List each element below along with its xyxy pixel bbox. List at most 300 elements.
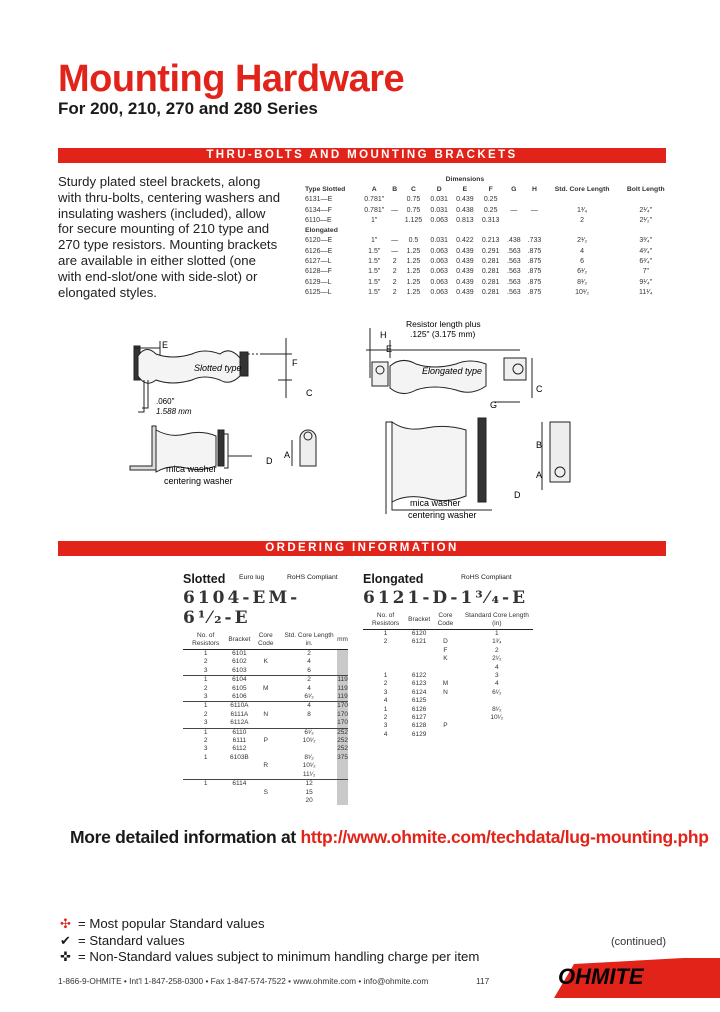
elongated-order-header (363, 612, 533, 630)
more-info-prefix: More detailed information at (70, 827, 301, 847)
order-cell: M (442, 680, 449, 688)
order-row (183, 667, 348, 676)
order-cell (183, 789, 228, 797)
order-cell: N (263, 710, 269, 718)
non-standard-icon: ✜ (60, 949, 72, 964)
order-row (183, 797, 348, 805)
order-row (363, 680, 533, 688)
spec-cell (620, 195, 672, 205)
spec-cell: 0.213 (481, 237, 500, 245)
spec-header-row (304, 184, 672, 194)
order-row (363, 731, 533, 739)
spec-cell: .733 (527, 237, 542, 245)
order-cell: 6112A (230, 719, 249, 727)
spec-col-header: Bolt Length (626, 185, 665, 193)
spec-cell: 8¹⁄₂ (577, 278, 588, 286)
spec-cell: 0.031 (430, 206, 448, 214)
elongated-order-body (363, 630, 533, 740)
thickness-inch: .060" (156, 397, 175, 406)
order-cell: 1 (183, 728, 228, 737)
dim-d-label-slotted: D (266, 456, 273, 466)
legend-item (60, 916, 479, 933)
order-col-header: No. of Resistors (183, 632, 228, 650)
spec-cell: 2¹⁄₂ (577, 237, 588, 245)
spec-cell: 1.25 (406, 278, 421, 286)
order-row (363, 672, 533, 680)
order-cell: 2 (383, 638, 388, 646)
order-cell: 6121 (411, 638, 427, 646)
order-cell (337, 650, 348, 659)
spec-cell: .875 (527, 278, 542, 286)
order-cell: 6129 (411, 730, 427, 738)
spec-cell: 0.5 (408, 237, 419, 245)
spec-cell: 1.5" (368, 268, 381, 276)
order-row (183, 685, 348, 693)
order-cell: 3 (383, 688, 388, 696)
order-cell (250, 771, 281, 780)
spec-col-header: D (436, 185, 442, 193)
slotted-order-body (183, 650, 348, 806)
order-cell: 4 (307, 684, 311, 692)
spec-cell: 1.5" (368, 278, 381, 286)
spec-cell: 1.5" (368, 288, 381, 296)
legend-item (60, 949, 479, 966)
spec-cell: 7" (642, 268, 649, 276)
order-cell (250, 676, 281, 685)
spec-col-header: F (488, 185, 493, 193)
spec-row (304, 246, 672, 256)
order-cell: M (263, 684, 269, 692)
spec-cell: 1.5" (368, 258, 381, 266)
more-info-link[interactable]: http://www.ohmite.com/techdata/lug-mounting.php (300, 827, 709, 847)
order-cell: 6114 (228, 780, 250, 789)
order-cell (250, 693, 281, 702)
order-cell: 6120 (411, 630, 427, 637)
elongated-order-table (363, 612, 533, 739)
euro-lug-label: Euro lug (239, 574, 265, 581)
resistor-note-line1: Resistor length plus (406, 319, 481, 329)
order-cell: 8 (307, 710, 311, 718)
page-subtitle: For 200, 210, 270 and 280 Series (58, 99, 318, 118)
spec-cell: 6134—F (305, 206, 332, 214)
most-popular-icon: ✣ (60, 916, 72, 931)
order-cell (228, 771, 250, 780)
spec-col-header: Type Slotted (305, 185, 346, 193)
order-cell: 2 (203, 658, 208, 666)
spec-cell (389, 195, 401, 205)
order-cell: 6101 (232, 650, 247, 657)
order-cell: 6111 (232, 737, 247, 745)
spec-cell: 0.813 (456, 216, 474, 224)
order-cell: 1 (383, 630, 388, 637)
section-banner-thru-bolts: THRU-BOLTS AND MOUNTING BRACKETS (58, 148, 666, 163)
spec-row (304, 236, 672, 246)
spec-cell: 0.439 (456, 196, 474, 204)
spec-cell: 0.439 (456, 288, 474, 296)
spec-cell: .563 (507, 288, 521, 296)
order-row (183, 658, 348, 666)
spec-cell: .875 (527, 288, 542, 296)
order-cell: 8¹⁄₂ (304, 753, 314, 761)
spec-cell: 1.25 (406, 258, 421, 266)
order-cell: 15 (305, 788, 313, 796)
order-col-header: Core Code (250, 632, 281, 650)
legend-text: = Standard values (78, 932, 185, 948)
order-cell (337, 780, 348, 789)
order-row (363, 697, 533, 705)
order-cell: 11¹⁄₂ (302, 770, 316, 778)
dim-h-label: H (380, 330, 387, 340)
spec-cell: 0.063 (430, 268, 448, 276)
spec-cell: 0.281 (481, 288, 500, 296)
spec-cell: 0.063 (430, 258, 448, 266)
spec-cell: 0.781" (364, 196, 385, 204)
ordering-elongated-title: Elongated (363, 572, 424, 586)
slotted-order-header (183, 632, 348, 650)
spec-cell (524, 215, 545, 225)
order-row (183, 745, 348, 753)
order-cell (430, 672, 461, 680)
order-col-header: Standard Core Length (in) (461, 612, 533, 630)
continued-note: (continued) (611, 936, 667, 948)
part-number-elongated: 6121-D-1³⁄₄-E (363, 588, 529, 608)
order-cell: K (443, 655, 448, 663)
order-cell: 8¹⁄₂ (492, 705, 502, 713)
spec-cell: .563 (507, 278, 521, 286)
spec-cell: 0.75 (406, 206, 421, 214)
spec-cell: 10¹⁄₂ (575, 288, 590, 296)
spec-row (304, 256, 672, 266)
spec-cell: 6131—E (305, 196, 333, 204)
order-cell (228, 762, 250, 770)
order-cell: 252 (337, 745, 348, 753)
order-row (363, 664, 533, 672)
spec-col-header: B (392, 185, 398, 193)
spec-cell: 0.75 (406, 196, 421, 204)
order-cell: 2 (383, 714, 388, 722)
order-cell (250, 745, 281, 753)
ordering-slotted (183, 570, 348, 805)
spec-cell: 0.281 (481, 268, 500, 276)
spec-col-header: A (371, 185, 377, 193)
order-cell (250, 650, 281, 659)
spec-cell: 6126—E (305, 247, 333, 255)
part-number-slotted: 6104-EM-6¹⁄₂-E (183, 588, 301, 628)
spec-row (304, 287, 672, 297)
spec-cell: 0.063 (430, 288, 448, 296)
spec-cell: 0.281 (481, 258, 500, 266)
order-cell: 3 (203, 745, 208, 753)
order-cell: 6103 (232, 666, 247, 674)
order-cell: 6123 (411, 680, 427, 688)
order-col-header: Bracket (228, 632, 250, 650)
order-cell: 2 (495, 646, 499, 654)
order-cell: 6127 (411, 714, 427, 722)
order-cell (461, 722, 533, 730)
order-cell: 6106 (232, 693, 247, 701)
spec-cell: 0.063 (430, 247, 448, 255)
spec-col-header: Std. Core Length (554, 185, 610, 193)
spec-cell: 1" (371, 216, 378, 224)
centering-washer-label-elongated: centering washer (408, 510, 477, 520)
page-number: 117 (476, 976, 490, 986)
order-cell: K (263, 658, 268, 666)
order-cell: 10¹⁄₂ (302, 737, 316, 745)
order-cell: 6111A (230, 710, 249, 718)
spec-cell: 0.063 (430, 278, 448, 286)
order-cell: 10¹⁄₂ (490, 714, 504, 722)
order-row (183, 762, 348, 770)
spec-cell: .563 (507, 258, 521, 266)
dim-a-label-elongated: A (536, 470, 543, 480)
order-cell: 6110A (230, 702, 249, 710)
order-cell: 119 (337, 693, 348, 701)
spec-cell: 6129—L (305, 278, 332, 286)
order-cell: 119 (337, 684, 348, 692)
order-cell: 6124 (411, 688, 427, 696)
spec-cell: .875 (527, 258, 542, 266)
order-cell (250, 719, 281, 728)
spec-col-header: C (411, 185, 416, 193)
spec-cell: 1.25 (406, 268, 421, 276)
order-cell (430, 664, 461, 672)
order-cell (363, 647, 408, 655)
order-col-header: Std. Core Length in. (281, 632, 337, 650)
spec-cell: 0.439 (456, 278, 474, 286)
order-cell: 170 (337, 710, 348, 718)
spec-cell: 2 (392, 288, 397, 296)
order-cell (363, 655, 408, 663)
spec-cell: 6127—L (305, 258, 332, 266)
checkmark-icon: ✔ (60, 932, 72, 948)
mounting-diagram (120, 318, 590, 530)
order-cell (337, 762, 348, 770)
spec-slotted-body (304, 195, 672, 226)
order-cell (430, 706, 461, 714)
order-cell (337, 667, 348, 676)
order-cell: 4 (495, 680, 499, 688)
order-cell: 6¹⁄₂ (492, 688, 502, 696)
order-col-header: Bracket (408, 612, 430, 630)
order-cell (337, 771, 348, 780)
spec-cell: .875 (527, 247, 542, 255)
spec-cell: 9¹⁄₄" (639, 278, 653, 286)
spec-cell: .563 (507, 247, 521, 255)
spec-cell: 2¹⁄₂" (639, 216, 653, 224)
order-cell: 3 (383, 722, 388, 730)
spec-row (304, 277, 672, 287)
order-cell: 6¹⁄₂ (281, 728, 337, 737)
dim-a-label-slotted: A (284, 450, 291, 460)
spec-cell: 6128—F (305, 268, 332, 276)
spec-cell: 6 (580, 258, 585, 266)
order-cell (281, 719, 337, 728)
order-cell (461, 697, 533, 705)
order-cell (408, 655, 430, 663)
order-col-header: No. of Resistors (363, 612, 408, 630)
spec-elongated-body (304, 236, 672, 298)
order-cell (430, 697, 461, 705)
order-cell: 4 (307, 658, 311, 666)
dim-d-label-elongated: D (514, 490, 521, 500)
spec-cell: 0.781" (364, 206, 385, 214)
spec-cell: 0.281 (481, 278, 500, 286)
order-cell: 1 (495, 630, 499, 637)
order-row (183, 780, 348, 789)
order-cell (461, 731, 533, 739)
order-cell: 2 (203, 737, 208, 745)
more-info-line (70, 827, 709, 848)
order-cell (408, 664, 430, 672)
order-cell: R (263, 762, 269, 770)
spec-cell: 2 (392, 268, 397, 276)
order-cell: 1 (203, 753, 208, 761)
spec-cell: 2 (392, 278, 397, 286)
order-cell: 4 (281, 702, 337, 711)
spec-cell: — (530, 206, 538, 214)
spec-row (304, 195, 672, 205)
order-row (183, 702, 348, 711)
dim-b-label: B (536, 440, 543, 450)
order-row (183, 693, 348, 702)
order-row (363, 706, 533, 714)
order-cell (228, 797, 250, 805)
order-cell: 2 (281, 676, 337, 685)
order-cell (408, 647, 430, 655)
order-cell: 6105 (232, 684, 247, 692)
spec-col-header: G (511, 185, 517, 193)
spec-cell: 0.422 (456, 237, 474, 245)
intro-paragraph: Sturdy plated steel brackets, along with thru-bolts, centering washers and insulating washers (included), allow for secure mounting of 210 type and 270 type resistors. Mounting brackets are available in either slotted (one with end-slot/one with side-slot) or elongated styles. (58, 174, 281, 300)
spec-table (304, 174, 672, 298)
order-cell (250, 667, 281, 676)
order-cell: S (263, 788, 268, 796)
order-row (363, 655, 533, 663)
mica-washer-label-slotted: mica washer (166, 464, 217, 474)
order-cell (250, 754, 281, 762)
spec-cell: 0.063 (430, 216, 448, 224)
spec-elongated-label: Elongated (305, 227, 338, 235)
spec-cell: .438 (507, 237, 521, 245)
centering-washer-label-slotted: centering washer (164, 476, 233, 486)
legend (60, 916, 479, 966)
order-cell: 1 (183, 676, 228, 685)
order-row (183, 728, 348, 737)
spec-cell: 1.5" (368, 247, 381, 255)
spec-cell: 0.438 (456, 206, 474, 214)
order-row (183, 719, 348, 728)
order-cell (183, 771, 228, 780)
order-cell: 6110 (228, 728, 250, 737)
spec-cell: 0.291 (481, 247, 500, 255)
spec-cell (504, 195, 525, 205)
spec-row (304, 267, 672, 277)
order-cell (363, 664, 408, 672)
order-row (363, 638, 533, 646)
order-cell: 6¹⁄₂ (304, 693, 314, 701)
legend-text: = Most popular Standard values (78, 916, 265, 931)
dim-f-label: F (292, 358, 298, 368)
slotted-order-table (183, 632, 348, 805)
order-cell (228, 789, 250, 797)
order-cell: 252 (337, 737, 348, 745)
spec-cell: 0.313 (481, 216, 500, 224)
spec-cell: 0.25 (483, 206, 498, 214)
spec-cell: 6120—E (305, 237, 333, 245)
order-cell: 6 (307, 666, 311, 674)
order-cell (337, 658, 348, 666)
spec-cell: 0.439 (456, 247, 474, 255)
page-title: Mounting Hardware (58, 58, 405, 100)
order-cell: 20 (305, 796, 313, 804)
spec-cell: 1³⁄₄ (576, 206, 588, 214)
spec-cell: 6110—E (305, 216, 332, 224)
spec-cell: — (510, 206, 518, 214)
order-row (183, 711, 348, 719)
mica-washer-label-elongated: mica washer (410, 498, 461, 508)
spec-cell: — (391, 237, 399, 245)
elongated-type-label: Elongated type (422, 366, 483, 376)
spec-cell: 11¹⁄₄ (638, 288, 653, 296)
order-row (183, 737, 348, 745)
order-cell: 10¹⁄₂ (302, 762, 316, 770)
spec-cell: .875 (527, 268, 542, 276)
order-cell: 1³⁄₄ (492, 638, 502, 646)
order-cell (183, 797, 228, 805)
spec-cell: 2 (580, 216, 585, 224)
order-cell (430, 630, 461, 639)
order-cell: 3 (495, 672, 499, 680)
order-cell: 3 (203, 666, 208, 674)
order-cell: 4 (383, 697, 388, 705)
order-row (363, 647, 533, 655)
order-cell: 4 (495, 663, 499, 671)
order-cell: 2 (307, 650, 311, 657)
rohs-label-elongated: RoHS Compliant (461, 574, 512, 581)
spec-col-header: E (462, 185, 468, 193)
order-cell: F (443, 646, 448, 654)
slotted-type-label: Slotted type (194, 363, 242, 373)
dim-e-label-slotted: E (162, 340, 169, 350)
spec-cell: — (391, 247, 399, 255)
legend-item (60, 933, 479, 950)
order-cell: 3 (203, 719, 208, 727)
order-row (363, 689, 533, 697)
order-cell: 1 (203, 650, 208, 657)
footer-contact: 1-866-9-OHMITE • Int'l 1-847-258-0300 • Fax 1-847-574-7522 • www.ohmite.com • info@ohmite.com (58, 976, 429, 986)
spec-cell: 2¹⁄₄" (639, 206, 653, 214)
spec-cell: 4 (580, 247, 585, 255)
spec-col-header: H (531, 185, 537, 193)
order-cell: 2 (203, 684, 208, 692)
order-row (183, 789, 348, 797)
resistor-note-line2: .125" (3.175 mm) (410, 329, 476, 339)
order-cell: 6122 (411, 672, 427, 680)
ohmite-logo (546, 958, 720, 998)
order-cell: 1 (183, 780, 228, 789)
ordering-slotted-title: Slotted (183, 572, 226, 586)
spec-cell (504, 215, 525, 225)
spec-header-spacer-2 (504, 174, 672, 184)
order-col-header: Core Code (430, 612, 461, 630)
order-cell: 6102 (232, 658, 247, 666)
order-cell: 6103B (229, 753, 249, 761)
order-row (363, 714, 533, 722)
order-cell (183, 762, 228, 770)
spec-cell (545, 195, 620, 205)
order-cell: 1 (383, 705, 388, 713)
order-cell: 1 (183, 702, 228, 711)
